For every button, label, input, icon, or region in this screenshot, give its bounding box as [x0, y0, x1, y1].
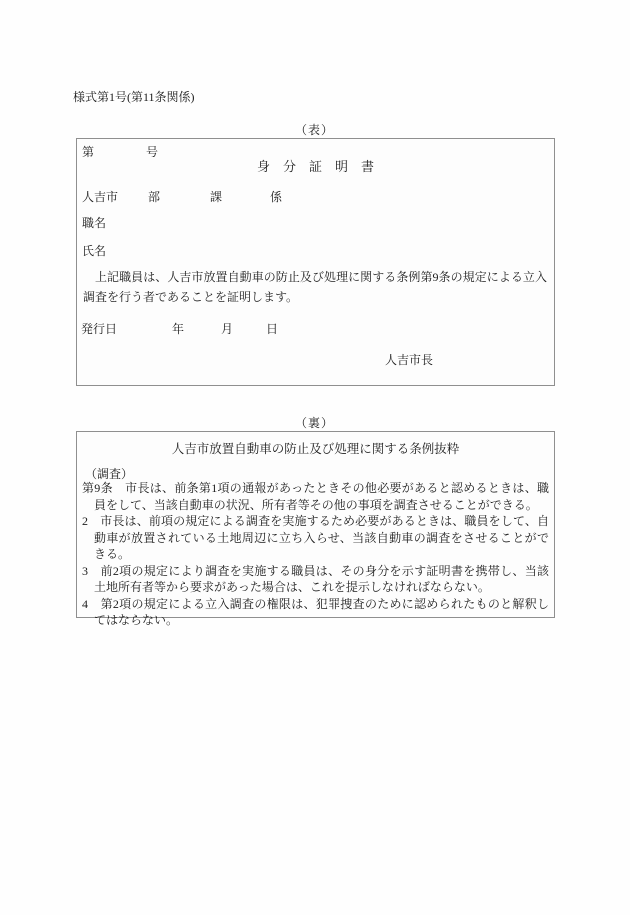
organization-line: [82, 188, 282, 205]
year-blank: [117, 332, 172, 333]
section-blank: [222, 200, 270, 201]
issue-date-label: 発行日: [81, 322, 118, 336]
cert-number-suffix: 号: [146, 145, 159, 159]
division-blank: [160, 200, 210, 201]
ordinance-title: 人吉市放置自動車の防止及び処理に関する条例抜粋: [171, 442, 460, 456]
day-label: 日: [266, 322, 279, 336]
front-certificate-box: [76, 138, 555, 386]
back-side-label: （裏）: [294, 416, 334, 430]
org-division-label: 課: [210, 190, 223, 204]
cert-number-prefix: 第: [82, 145, 95, 159]
article-9-paragraph-2: 2 市長は、前項の規定による調査を実施するため必要があるときは、職員をして、自動車が放置されている土地周辺に立ち入らせ、当該自動車の調査をさせることができる。: [82, 514, 549, 561]
issuer-mayor: 人吉市長: [385, 353, 434, 367]
article-9-paragraph-1: 第9条 市長は、前条第1項の通報があったときその他必要があると認めるときは、職員をして、当該自動車の状況、所有者等その他の事項を調査させることができる。: [82, 481, 549, 512]
front-side-label: （表）: [294, 123, 334, 137]
certification-statement: 上記職員は、人吉市放置自動車の防止及び処理に関する条例第9条の規定による立入調査を行う者であることを証明します。: [83, 270, 547, 304]
month-label: 月: [221, 322, 234, 336]
year-label: 年: [172, 322, 185, 336]
article-9-paragraph-3: 3 前2項の規定により調査を実施する職員は、その身分を示す証明書を携帯し、当該土地所有者等から要求があった場合は、これを提示しなければならない。: [82, 563, 549, 594]
month-blank: [184, 332, 221, 333]
form-number-label: 様式第1号(第11条関係): [73, 90, 195, 104]
issue-date-line: [81, 320, 278, 337]
day-blank: [233, 332, 266, 333]
org-department-label: 部: [148, 190, 161, 204]
job-title-label: 職名: [82, 216, 107, 230]
org-city: 人吉市: [82, 190, 119, 204]
article-9-paragraph-4: 4 第2項の規定による立入調査の権限は、犯罪捜査のために認められたものと解釈してはならない。: [82, 596, 549, 627]
ordinance-articles: [82, 480, 549, 629]
survey-section-label: （調査）: [85, 467, 134, 481]
name-label: 氏名: [82, 244, 107, 258]
back-ordinance-box: [76, 431, 555, 627]
department-blank: [118, 200, 148, 201]
org-section-label: 係: [270, 190, 283, 204]
certificate-title: 身 分 証 明 書: [256, 159, 374, 174]
